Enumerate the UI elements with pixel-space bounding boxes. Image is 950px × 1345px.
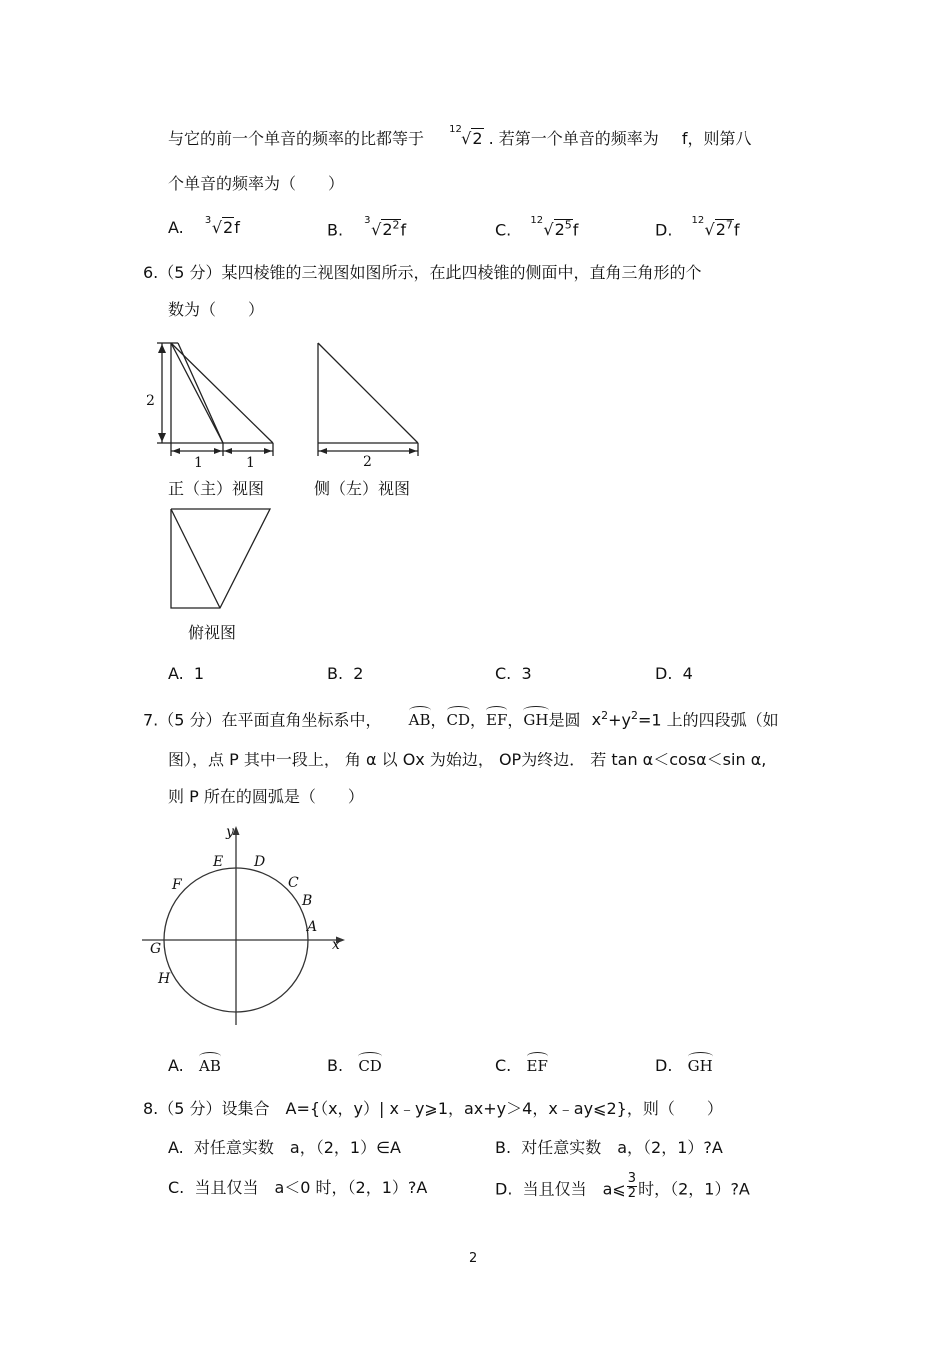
option-label: C. (495, 220, 512, 240)
front-hypotenuse (171, 343, 273, 443)
q7-option-b (327, 1058, 382, 1074)
arc-ef: EF (486, 711, 508, 730)
q6-option-a (168, 666, 204, 682)
q6-option-d (655, 666, 693, 682)
q5-option-c-root (530, 215, 572, 240)
side-view-figure (310, 335, 430, 470)
option-label: B. (327, 1056, 344, 1075)
front-inner-edge (171, 343, 223, 443)
q8-option-c (168, 1180, 427, 1196)
eq-sup: 2 (601, 709, 609, 722)
arrow-head (158, 344, 166, 353)
label-f: F (172, 877, 182, 893)
radical-sign: √ (543, 220, 554, 240)
arc-ab: AB (408, 711, 431, 730)
arrow-head (158, 433, 166, 442)
option-label: B. (327, 664, 344, 683)
page-number: 2 (469, 1251, 478, 1266)
front-view-figure (140, 335, 290, 470)
q5-option-d (655, 215, 740, 240)
arrow-head (172, 448, 180, 454)
top-view-figure (165, 505, 280, 615)
front-inner-edge-2 (178, 343, 223, 443)
arrow-head (319, 448, 327, 454)
option-label: A. (168, 664, 184, 683)
root-base: 2 (382, 220, 393, 240)
radical-sign: √ (371, 220, 382, 240)
option-label: B. (495, 1138, 512, 1157)
side-hypotenuse (318, 343, 418, 443)
option-arc: CD (358, 1057, 382, 1075)
arc-gh: GH (523, 711, 549, 730)
front-view-caption: 正（主）视图 (168, 479, 265, 498)
q5-root-base: 2 (472, 129, 483, 148)
root-power: 2 (392, 219, 400, 232)
option-suffix: f (234, 218, 240, 237)
option-text: 4 (682, 664, 693, 683)
option-text: 2 (353, 664, 364, 683)
label-g: G (150, 941, 162, 957)
q5-root (449, 124, 483, 148)
separator: ， (470, 710, 487, 730)
q7-option-c (495, 1058, 548, 1074)
radical-sign: √ (704, 220, 715, 240)
option-label: A. (168, 218, 184, 237)
root-index: 3 (204, 215, 212, 226)
label-h: H (158, 971, 171, 987)
root-base: 2 (223, 218, 234, 237)
label-e: E (213, 854, 224, 870)
arrow-head (214, 448, 222, 454)
q5-option-b-root (364, 215, 400, 240)
option-suffix: f (572, 220, 579, 240)
q8-line1: 8.（5 分）设集合 A={（x，y）| x﹣y⩾1，ax+y＞4，x﹣ay⩽2}，则（ ） (143, 1099, 723, 1118)
option-arc: EF (526, 1057, 548, 1075)
top-view-caption: 俯视图 (188, 623, 237, 642)
front-base-right-label: 1 (246, 455, 255, 471)
radical-sign: √ (211, 218, 223, 237)
q7-prefix: 7.（5 分）在平面直角坐标系中， (143, 710, 382, 730)
q6-line1: 6.（5 分）某四棱锥的三视图如图所示，在此四棱锥的侧面中，直角三角形的个 (143, 263, 702, 282)
option-suffix: f (400, 220, 407, 240)
q5-line1 (168, 124, 752, 148)
option-arc: AB (199, 1057, 221, 1075)
q6-option-b (327, 666, 363, 682)
label-y: y (226, 824, 234, 840)
arrow-head (264, 448, 272, 454)
q7-line2: 图），点 P 其中一段上， 角 α 以 Ox 为始边， OP为终边． 若 tan α＜cosα＜sin α, (168, 752, 767, 768)
option-text: 3 (521, 664, 532, 683)
q6-option-c (495, 666, 532, 682)
option-text: 对任意实数 a，（2，1）∈A (193, 1138, 401, 1157)
option-text: 时，（2，1）?A (638, 1179, 750, 1199)
q7-option-d (655, 1058, 713, 1074)
q5-line2: 个单音的频率为（ ） (168, 174, 345, 193)
top-outline (171, 509, 270, 608)
q5-option-c (495, 215, 579, 240)
option-label: A. (168, 1138, 184, 1157)
q7-line3: 则 P 所在的圆弧是（ ） (168, 787, 364, 806)
root-power: 5 (564, 219, 572, 232)
root-base: 2 (715, 220, 726, 240)
option-text: 对任意实数 a，（2，1）?A (521, 1138, 723, 1157)
arc-cd: CD (446, 711, 471, 730)
label-a: A (307, 919, 318, 935)
top-diagonal (171, 509, 220, 608)
radical-sign: √ (461, 129, 472, 148)
q5-option-b (327, 215, 407, 240)
q7-option-a (168, 1058, 221, 1074)
q8-option-b (495, 1140, 723, 1156)
option-arc: GH (687, 1057, 713, 1075)
option-label: D. (495, 1179, 513, 1199)
q6-line2: 数为（ ） (168, 300, 265, 319)
root-index: 12 (691, 215, 705, 226)
fraction-numerator: 3 (627, 1171, 637, 1186)
side-base-label: 2 (363, 454, 372, 470)
option-label: D. (655, 664, 673, 683)
option-label: D. (655, 1056, 673, 1075)
front-base-left-label: 1 (194, 455, 203, 471)
option-label: A. (168, 1056, 184, 1075)
option-text: 当且仅当 a＜0 时，（2，1）?A (194, 1178, 428, 1197)
option-label: C. (495, 1056, 512, 1075)
q8-option-a (168, 1140, 401, 1156)
label-b: B (302, 893, 313, 909)
q5-option-a-root (204, 215, 234, 237)
option-suffix: f (733, 220, 740, 240)
q8-option-d (495, 1171, 750, 1201)
q5-option-a (168, 215, 240, 237)
option-label: C. (495, 664, 512, 683)
label-d: D (254, 854, 266, 870)
q5-text-b: . 若第一个单音的频率为 (488, 129, 659, 148)
unit-circle-figure (140, 820, 355, 1035)
front-height-label: 2 (146, 393, 155, 409)
arrow-head (224, 448, 232, 454)
eq-x: x (591, 710, 602, 730)
arrow-head (409, 448, 417, 454)
q5-text-a: 与它的前一个单音的频率的比都等于 (168, 129, 425, 148)
q7-line1 (143, 710, 779, 728)
option-text: 1 (193, 664, 205, 683)
option-label: D. (655, 220, 673, 240)
eq-plus-y: +y (608, 710, 631, 730)
separator: ， (430, 710, 447, 730)
root-base: 2 (554, 220, 565, 240)
eq-sup: 2 (630, 709, 638, 722)
root-power: 7 (725, 219, 733, 232)
option-label: C. (168, 1178, 185, 1197)
option-text: 当且仅当 a⩽ (522, 1179, 626, 1199)
q5-f: f (681, 129, 688, 148)
root-index: 3 (364, 215, 371, 226)
q7-mid: 是圆 (548, 710, 581, 730)
q5-text-c: ，则第八 (687, 129, 752, 148)
fraction-denominator: 2 (627, 1185, 637, 1201)
q5-option-d-root (691, 215, 734, 240)
q5-root-index: 12 (449, 124, 462, 135)
label-x: x (332, 937, 340, 953)
label-c: C (288, 875, 299, 891)
side-view-caption: 侧（左）视图 (314, 479, 411, 498)
option-label: B. (327, 220, 344, 240)
fraction (627, 1172, 637, 1200)
eq-rest: =1 上的四段弧（如 (637, 710, 779, 730)
separator: ， (507, 710, 524, 730)
root-index: 12 (530, 215, 544, 226)
